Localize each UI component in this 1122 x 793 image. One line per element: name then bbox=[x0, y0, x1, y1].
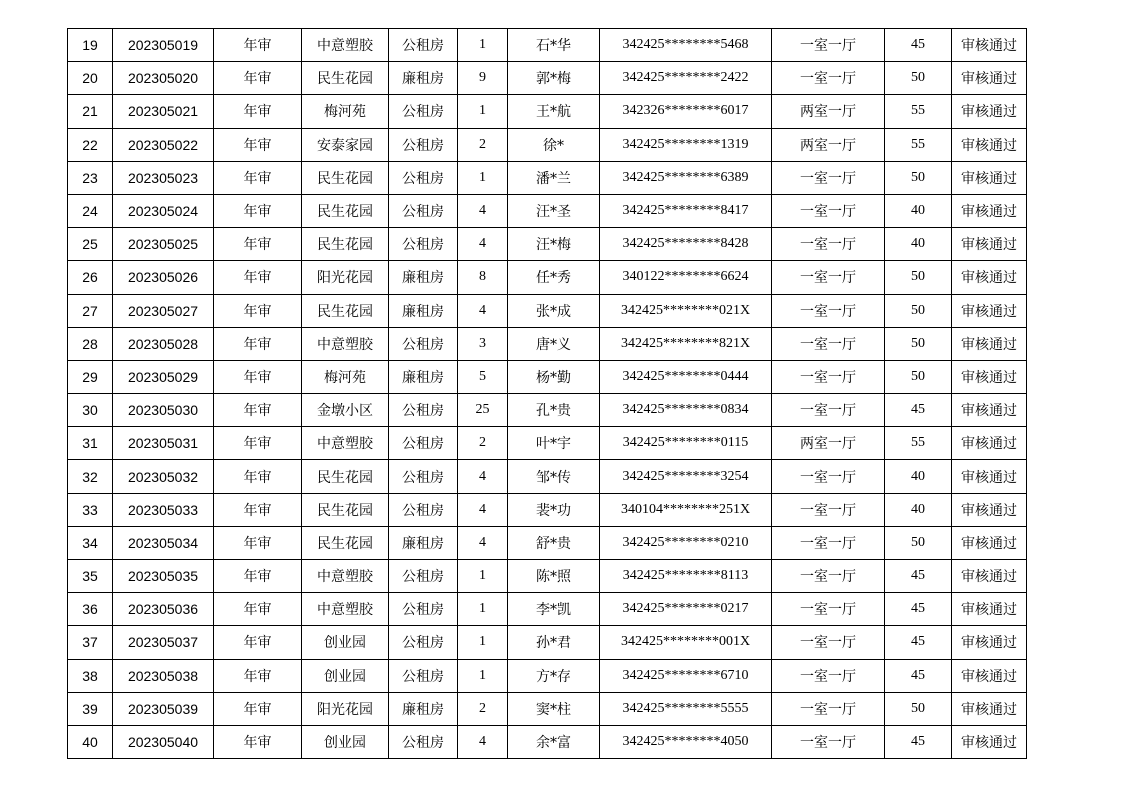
housing-review-table bbox=[67, 28, 1027, 759]
housing-type-cell: 公租房 bbox=[389, 128, 458, 161]
community-cell: 民生花园 bbox=[302, 228, 389, 261]
household-size-cell: 1 bbox=[458, 593, 508, 626]
row-number-cell: 28 bbox=[68, 327, 113, 360]
housing-type-cell: 公租房 bbox=[389, 593, 458, 626]
application-code-cell: 202305031 bbox=[113, 427, 214, 460]
community-cell: 中意塑胶 bbox=[302, 560, 389, 593]
row-number-cell: 25 bbox=[68, 228, 113, 261]
table-row bbox=[68, 261, 1027, 294]
application-code-cell: 202305030 bbox=[113, 394, 214, 427]
id-number-cell: 342425********0217 bbox=[600, 593, 772, 626]
review-status-cell: 审核通过 bbox=[952, 493, 1027, 526]
community-cell: 民生花园 bbox=[302, 161, 389, 194]
room-layout-cell: 一室一厅 bbox=[772, 460, 885, 493]
table-row bbox=[68, 692, 1027, 725]
applicant-name-cell: 任*秀 bbox=[508, 261, 600, 294]
applicant-name-cell: 裴*功 bbox=[508, 493, 600, 526]
id-number-cell: 342425********5468 bbox=[600, 29, 772, 62]
table-row bbox=[68, 560, 1027, 593]
id-number-cell: 342425********5555 bbox=[600, 692, 772, 725]
area-cell: 55 bbox=[885, 128, 952, 161]
application-code-cell: 202305024 bbox=[113, 194, 214, 227]
applicant-name-cell: 郭*梅 bbox=[508, 62, 600, 95]
housing-type-cell: 公租房 bbox=[389, 659, 458, 692]
room-layout-cell: 一室一厅 bbox=[772, 327, 885, 360]
housing-type-cell: 公租房 bbox=[389, 560, 458, 593]
room-layout-cell: 一室一厅 bbox=[772, 526, 885, 559]
table-body bbox=[68, 29, 1027, 759]
application-code-cell: 202305027 bbox=[113, 294, 214, 327]
household-size-cell: 2 bbox=[458, 427, 508, 460]
household-size-cell: 4 bbox=[458, 725, 508, 758]
area-cell: 45 bbox=[885, 659, 952, 692]
review-type-cell: 年审 bbox=[214, 194, 302, 227]
id-number-cell: 342425********2422 bbox=[600, 62, 772, 95]
review-status-cell: 审核通过 bbox=[952, 327, 1027, 360]
room-layout-cell: 一室一厅 bbox=[772, 692, 885, 725]
applicant-name-cell: 杨*勤 bbox=[508, 360, 600, 393]
id-number-cell: 340122********6624 bbox=[600, 261, 772, 294]
household-size-cell: 8 bbox=[458, 261, 508, 294]
housing-type-cell: 廉租房 bbox=[389, 692, 458, 725]
applicant-name-cell: 李*凯 bbox=[508, 593, 600, 626]
housing-type-cell: 廉租房 bbox=[389, 526, 458, 559]
id-number-cell: 342425********3254 bbox=[600, 460, 772, 493]
housing-type-cell: 公租房 bbox=[389, 194, 458, 227]
applicant-name-cell: 潘*兰 bbox=[508, 161, 600, 194]
review-type-cell: 年审 bbox=[214, 493, 302, 526]
room-layout-cell: 一室一厅 bbox=[772, 493, 885, 526]
application-code-cell: 202305019 bbox=[113, 29, 214, 62]
room-layout-cell: 两室一厅 bbox=[772, 128, 885, 161]
table-row bbox=[68, 161, 1027, 194]
room-layout-cell: 一室一厅 bbox=[772, 62, 885, 95]
id-number-cell: 342425********0115 bbox=[600, 427, 772, 460]
application-code-cell: 202305040 bbox=[113, 725, 214, 758]
table-row bbox=[68, 62, 1027, 95]
housing-type-cell: 廉租房 bbox=[389, 62, 458, 95]
review-type-cell: 年审 bbox=[214, 228, 302, 261]
room-layout-cell: 一室一厅 bbox=[772, 560, 885, 593]
table-row bbox=[68, 526, 1027, 559]
application-code-cell: 202305029 bbox=[113, 360, 214, 393]
housing-type-cell: 公租房 bbox=[389, 626, 458, 659]
table-row bbox=[68, 593, 1027, 626]
household-size-cell: 4 bbox=[458, 493, 508, 526]
application-code-cell: 202305032 bbox=[113, 460, 214, 493]
household-size-cell: 4 bbox=[458, 526, 508, 559]
applicant-name-cell: 石*华 bbox=[508, 29, 600, 62]
area-cell: 50 bbox=[885, 62, 952, 95]
community-cell: 民生花园 bbox=[302, 294, 389, 327]
applicant-name-cell: 叶*宇 bbox=[508, 427, 600, 460]
id-number-cell: 342425********001X bbox=[600, 626, 772, 659]
area-cell: 45 bbox=[885, 29, 952, 62]
id-number-cell: 342326********6017 bbox=[600, 95, 772, 128]
area-cell: 45 bbox=[885, 593, 952, 626]
area-cell: 40 bbox=[885, 228, 952, 261]
application-code-cell: 202305026 bbox=[113, 261, 214, 294]
community-cell: 梅河苑 bbox=[302, 95, 389, 128]
community-cell: 金墩小区 bbox=[302, 394, 389, 427]
household-size-cell: 1 bbox=[458, 95, 508, 128]
applicant-name-cell: 邹*传 bbox=[508, 460, 600, 493]
applicant-name-cell: 余*富 bbox=[508, 725, 600, 758]
review-status-cell: 审核通过 bbox=[952, 29, 1027, 62]
review-type-cell: 年审 bbox=[214, 95, 302, 128]
review-type-cell: 年审 bbox=[214, 725, 302, 758]
household-size-cell: 1 bbox=[458, 161, 508, 194]
community-cell: 民生花园 bbox=[302, 526, 389, 559]
table-row bbox=[68, 194, 1027, 227]
household-size-cell: 2 bbox=[458, 128, 508, 161]
review-type-cell: 年审 bbox=[214, 294, 302, 327]
area-cell: 40 bbox=[885, 493, 952, 526]
area-cell: 55 bbox=[885, 95, 952, 128]
review-type-cell: 年审 bbox=[214, 327, 302, 360]
review-type-cell: 年审 bbox=[214, 128, 302, 161]
household-size-cell: 1 bbox=[458, 29, 508, 62]
review-status-cell: 审核通过 bbox=[952, 526, 1027, 559]
application-code-cell: 202305021 bbox=[113, 95, 214, 128]
room-layout-cell: 一室一厅 bbox=[772, 360, 885, 393]
application-code-cell: 202305028 bbox=[113, 327, 214, 360]
review-status-cell: 审核通过 bbox=[952, 460, 1027, 493]
household-size-cell: 25 bbox=[458, 394, 508, 427]
row-number-cell: 38 bbox=[68, 659, 113, 692]
application-code-cell: 202305023 bbox=[113, 161, 214, 194]
room-layout-cell: 一室一厅 bbox=[772, 29, 885, 62]
applicant-name-cell: 汪*圣 bbox=[508, 194, 600, 227]
table-row bbox=[68, 493, 1027, 526]
application-code-cell: 202305037 bbox=[113, 626, 214, 659]
household-size-cell: 4 bbox=[458, 460, 508, 493]
housing-type-cell: 公租房 bbox=[389, 327, 458, 360]
id-number-cell: 342425********4050 bbox=[600, 725, 772, 758]
area-cell: 45 bbox=[885, 725, 952, 758]
community-cell: 民生花园 bbox=[302, 460, 389, 493]
review-status-cell: 审核通过 bbox=[952, 427, 1027, 460]
row-number-cell: 19 bbox=[68, 29, 113, 62]
area-cell: 45 bbox=[885, 626, 952, 659]
community-cell: 中意塑胶 bbox=[302, 327, 389, 360]
row-number-cell: 36 bbox=[68, 593, 113, 626]
review-type-cell: 年审 bbox=[214, 593, 302, 626]
table-row bbox=[68, 327, 1027, 360]
review-status-cell: 审核通过 bbox=[952, 725, 1027, 758]
row-number-cell: 39 bbox=[68, 692, 113, 725]
room-layout-cell: 一室一厅 bbox=[772, 261, 885, 294]
id-number-cell: 342425********6389 bbox=[600, 161, 772, 194]
review-type-cell: 年审 bbox=[214, 161, 302, 194]
review-status-cell: 审核通过 bbox=[952, 128, 1027, 161]
row-number-cell: 31 bbox=[68, 427, 113, 460]
table-row bbox=[68, 360, 1027, 393]
community-cell: 梅河苑 bbox=[302, 360, 389, 393]
review-type-cell: 年审 bbox=[214, 62, 302, 95]
area-cell: 40 bbox=[885, 194, 952, 227]
id-number-cell: 342425********821X bbox=[600, 327, 772, 360]
room-layout-cell: 一室一厅 bbox=[772, 394, 885, 427]
review-status-cell: 审核通过 bbox=[952, 194, 1027, 227]
review-type-cell: 年审 bbox=[214, 659, 302, 692]
row-number-cell: 26 bbox=[68, 261, 113, 294]
community-cell: 中意塑胶 bbox=[302, 593, 389, 626]
area-cell: 45 bbox=[885, 394, 952, 427]
household-size-cell: 4 bbox=[458, 228, 508, 261]
area-cell: 45 bbox=[885, 560, 952, 593]
id-number-cell: 342425********8417 bbox=[600, 194, 772, 227]
housing-type-cell: 公租房 bbox=[389, 725, 458, 758]
housing-type-cell: 公租房 bbox=[389, 394, 458, 427]
table-row bbox=[68, 394, 1027, 427]
community-cell: 中意塑胶 bbox=[302, 427, 389, 460]
applicant-name-cell: 窦*柱 bbox=[508, 692, 600, 725]
application-code-cell: 202305033 bbox=[113, 493, 214, 526]
review-type-cell: 年审 bbox=[214, 261, 302, 294]
community-cell: 中意塑胶 bbox=[302, 29, 389, 62]
row-number-cell: 30 bbox=[68, 394, 113, 427]
table-row bbox=[68, 128, 1027, 161]
row-number-cell: 35 bbox=[68, 560, 113, 593]
room-layout-cell: 两室一厅 bbox=[772, 95, 885, 128]
housing-type-cell: 廉租房 bbox=[389, 360, 458, 393]
review-type-cell: 年审 bbox=[214, 29, 302, 62]
household-size-cell: 5 bbox=[458, 360, 508, 393]
review-status-cell: 审核通过 bbox=[952, 360, 1027, 393]
table-row bbox=[68, 228, 1027, 261]
household-size-cell: 1 bbox=[458, 659, 508, 692]
housing-type-cell: 公租房 bbox=[389, 29, 458, 62]
review-status-cell: 审核通过 bbox=[952, 95, 1027, 128]
applicant-name-cell: 张*成 bbox=[508, 294, 600, 327]
applicant-name-cell: 唐*义 bbox=[508, 327, 600, 360]
room-layout-cell: 一室一厅 bbox=[772, 194, 885, 227]
application-code-cell: 202305039 bbox=[113, 692, 214, 725]
review-status-cell: 审核通过 bbox=[952, 626, 1027, 659]
review-status-cell: 审核通过 bbox=[952, 692, 1027, 725]
table-row bbox=[68, 294, 1027, 327]
area-cell: 50 bbox=[885, 526, 952, 559]
area-cell: 50 bbox=[885, 692, 952, 725]
housing-type-cell: 公租房 bbox=[389, 95, 458, 128]
area-cell: 50 bbox=[885, 161, 952, 194]
table-row bbox=[68, 725, 1027, 758]
row-number-cell: 21 bbox=[68, 95, 113, 128]
community-cell: 创业园 bbox=[302, 725, 389, 758]
housing-type-cell: 公租房 bbox=[389, 228, 458, 261]
household-size-cell: 9 bbox=[458, 62, 508, 95]
review-type-cell: 年审 bbox=[214, 526, 302, 559]
applicant-name-cell: 徐* bbox=[508, 128, 600, 161]
review-type-cell: 年审 bbox=[214, 360, 302, 393]
community-cell: 阳光花园 bbox=[302, 261, 389, 294]
applicant-name-cell: 孙*君 bbox=[508, 626, 600, 659]
applicant-name-cell: 孔*贵 bbox=[508, 394, 600, 427]
id-number-cell: 342425********8113 bbox=[600, 560, 772, 593]
row-number-cell: 40 bbox=[68, 725, 113, 758]
household-size-cell: 4 bbox=[458, 294, 508, 327]
household-size-cell: 1 bbox=[458, 560, 508, 593]
household-size-cell: 3 bbox=[458, 327, 508, 360]
table-row bbox=[68, 626, 1027, 659]
review-type-cell: 年审 bbox=[214, 460, 302, 493]
room-layout-cell: 一室一厅 bbox=[772, 161, 885, 194]
community-cell: 民生花园 bbox=[302, 62, 389, 95]
review-status-cell: 审核通过 bbox=[952, 62, 1027, 95]
community-cell: 阳光花园 bbox=[302, 692, 389, 725]
id-number-cell: 340104********251X bbox=[600, 493, 772, 526]
row-number-cell: 29 bbox=[68, 360, 113, 393]
review-type-cell: 年审 bbox=[214, 626, 302, 659]
table-row bbox=[68, 95, 1027, 128]
row-number-cell: 22 bbox=[68, 128, 113, 161]
id-number-cell: 342425********021X bbox=[600, 294, 772, 327]
table-row bbox=[68, 427, 1027, 460]
review-status-cell: 审核通过 bbox=[952, 394, 1027, 427]
application-code-cell: 202305022 bbox=[113, 128, 214, 161]
review-status-cell: 审核通过 bbox=[952, 261, 1027, 294]
row-number-cell: 23 bbox=[68, 161, 113, 194]
household-size-cell: 4 bbox=[458, 194, 508, 227]
area-cell: 50 bbox=[885, 261, 952, 294]
area-cell: 40 bbox=[885, 460, 952, 493]
table-row bbox=[68, 29, 1027, 62]
row-number-cell: 27 bbox=[68, 294, 113, 327]
row-number-cell: 20 bbox=[68, 62, 113, 95]
community-cell: 民生花园 bbox=[302, 493, 389, 526]
application-code-cell: 202305036 bbox=[113, 593, 214, 626]
id-number-cell: 342425********6710 bbox=[600, 659, 772, 692]
table-row bbox=[68, 460, 1027, 493]
room-layout-cell: 一室一厅 bbox=[772, 294, 885, 327]
row-number-cell: 34 bbox=[68, 526, 113, 559]
community-cell: 创业园 bbox=[302, 659, 389, 692]
room-layout-cell: 两室一厅 bbox=[772, 427, 885, 460]
row-number-cell: 24 bbox=[68, 194, 113, 227]
application-code-cell: 202305025 bbox=[113, 228, 214, 261]
application-code-cell: 202305034 bbox=[113, 526, 214, 559]
room-layout-cell: 一室一厅 bbox=[772, 626, 885, 659]
housing-type-cell: 廉租房 bbox=[389, 294, 458, 327]
household-size-cell: 1 bbox=[458, 626, 508, 659]
area-cell: 55 bbox=[885, 427, 952, 460]
housing-type-cell: 公租房 bbox=[389, 427, 458, 460]
housing-type-cell: 廉租房 bbox=[389, 261, 458, 294]
review-type-cell: 年审 bbox=[214, 692, 302, 725]
applicant-name-cell: 汪*梅 bbox=[508, 228, 600, 261]
row-number-cell: 37 bbox=[68, 626, 113, 659]
community-cell: 创业园 bbox=[302, 626, 389, 659]
community-cell: 民生花园 bbox=[302, 194, 389, 227]
room-layout-cell: 一室一厅 bbox=[772, 593, 885, 626]
community-cell: 安泰家园 bbox=[302, 128, 389, 161]
housing-type-cell: 公租房 bbox=[389, 493, 458, 526]
room-layout-cell: 一室一厅 bbox=[772, 228, 885, 261]
housing-type-cell: 公租房 bbox=[389, 161, 458, 194]
id-number-cell: 342425********0444 bbox=[600, 360, 772, 393]
area-cell: 50 bbox=[885, 360, 952, 393]
applicant-name-cell: 陈*照 bbox=[508, 560, 600, 593]
applicant-name-cell: 王*航 bbox=[508, 95, 600, 128]
area-cell: 50 bbox=[885, 327, 952, 360]
review-status-cell: 审核通过 bbox=[952, 560, 1027, 593]
housing-type-cell: 公租房 bbox=[389, 460, 458, 493]
id-number-cell: 342425********0834 bbox=[600, 394, 772, 427]
room-layout-cell: 一室一厅 bbox=[772, 659, 885, 692]
review-status-cell: 审核通过 bbox=[952, 593, 1027, 626]
applicant-name-cell: 舒*贵 bbox=[508, 526, 600, 559]
review-type-cell: 年审 bbox=[214, 394, 302, 427]
household-size-cell: 2 bbox=[458, 692, 508, 725]
review-status-cell: 审核通过 bbox=[952, 161, 1027, 194]
review-status-cell: 审核通过 bbox=[952, 294, 1027, 327]
review-status-cell: 审核通过 bbox=[952, 659, 1027, 692]
applicant-name-cell: 方*存 bbox=[508, 659, 600, 692]
id-number-cell: 342425********8428 bbox=[600, 228, 772, 261]
table-row bbox=[68, 659, 1027, 692]
row-number-cell: 32 bbox=[68, 460, 113, 493]
application-code-cell: 202305038 bbox=[113, 659, 214, 692]
area-cell: 50 bbox=[885, 294, 952, 327]
room-layout-cell: 一室一厅 bbox=[772, 725, 885, 758]
id-number-cell: 342425********0210 bbox=[600, 526, 772, 559]
review-status-cell: 审核通过 bbox=[952, 228, 1027, 261]
review-type-cell: 年审 bbox=[214, 427, 302, 460]
review-type-cell: 年审 bbox=[214, 560, 302, 593]
row-number-cell: 33 bbox=[68, 493, 113, 526]
application-code-cell: 202305035 bbox=[113, 560, 214, 593]
application-code-cell: 202305020 bbox=[113, 62, 214, 95]
id-number-cell: 342425********1319 bbox=[600, 128, 772, 161]
